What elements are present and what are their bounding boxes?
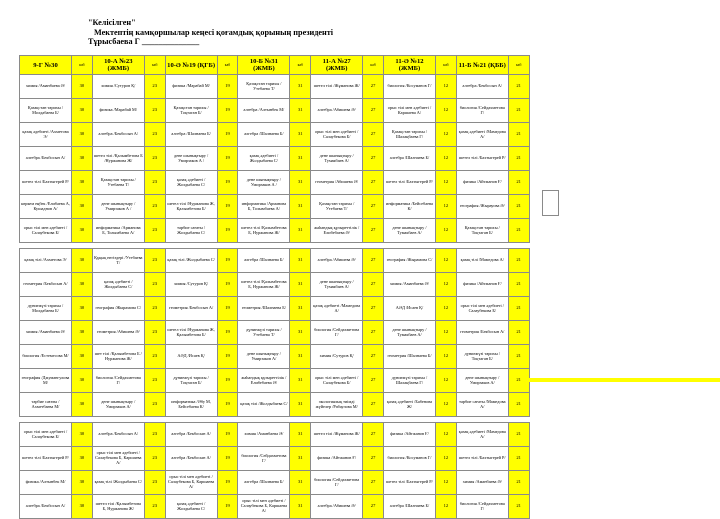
lesson-cell: химия /Аманбаева Ә/ (383, 273, 435, 297)
room-number: 31 (290, 249, 311, 273)
class-header: 11-А №27 (ЖМБ) (311, 56, 363, 75)
room-number: 30 (72, 147, 93, 171)
room-number: 21 (508, 471, 529, 495)
lesson-row (20, 123, 530, 147)
room-number: 12 (435, 249, 456, 273)
room-number: 19 (217, 249, 238, 273)
room-header: каб (508, 56, 529, 75)
lesson-cell: дене шынықтыру /Умирзаков А / (238, 171, 290, 195)
room-number: 12 (435, 447, 456, 471)
room-number: 12 (435, 495, 456, 519)
lesson-cell: шетел тілі /Бахтыгерей Р/ (456, 447, 508, 471)
lesson-cell: физика /Айтжанов Ғ/ (456, 171, 508, 195)
schedule-body (20, 75, 530, 519)
side-box (542, 190, 559, 216)
lesson-cell: Қазақстан тарихы /Тоқтаган Б/ (165, 99, 217, 123)
room-number: 19 (217, 219, 238, 243)
room-number: 27 (363, 75, 384, 99)
room-number: 12 (435, 147, 456, 171)
room-number: 21 (508, 423, 529, 447)
lesson-cell: Құқық негіздері /Утебаева Т/ (92, 249, 144, 273)
lesson-cell: шетел тілі /Бахтыгерей Р/ (383, 471, 435, 495)
room-number: 21 (508, 219, 529, 243)
room-number: 23 (144, 495, 165, 519)
room-number: 21 (508, 345, 529, 369)
room-number: 23 (144, 393, 165, 417)
room-number: 19 (217, 99, 238, 123)
lesson-cell: шетел тілі /Қалымбетова Б, Нуржанова Ж/ (238, 273, 290, 297)
lesson-cell: дене шынықтыру /Умирзаков А/ (92, 393, 144, 417)
room-number: 12 (435, 219, 456, 243)
room-number: 30 (72, 423, 93, 447)
room-number: 31 (290, 99, 311, 123)
lesson-cell: алгебра /Абишева Ә/ (311, 249, 363, 273)
lesson-cell: алгебра /Шалнаева Б/ (238, 249, 290, 273)
room-number: 23 (144, 471, 165, 495)
room-number: 19 (217, 171, 238, 195)
room-number: 19 (217, 423, 238, 447)
lesson-cell: орыс тілі мен әдебиеті /Салаубекова Б/ (311, 369, 363, 393)
lesson-cell: қазақ тілі /Жолдыбаева С/ (165, 249, 217, 273)
lesson-cell: орыс тілі мен әдебиеті / Салаубекова Б, Каршаева А/ (238, 495, 290, 519)
room-number: 12 (435, 273, 456, 297)
lesson-cell: алгебра /Алтынбек М/ (238, 99, 290, 123)
lesson-row (20, 321, 530, 345)
lesson-cell: шетел тілі /Бахтыгерей Р/ (383, 171, 435, 195)
class-header: 10-Ә №19 (ҚГБ) (165, 56, 217, 75)
lesson-cell: информатика /Арманова Б, Толымбаева А/ (92, 219, 144, 243)
room-number: 19 (217, 123, 238, 147)
lesson-row (20, 147, 530, 171)
lesson-cell: тарбие сағаты /Жолдыбаева С/ (165, 219, 217, 243)
lesson-cell: орыс тілі мен әдебиеті /Салаубекова Б/ (20, 423, 72, 447)
lesson-cell: физика /Марабай М/ (92, 99, 144, 123)
lesson-cell: шетел тілі /Бахтыгерей Р/ (20, 447, 72, 471)
room-number: 23 (144, 219, 165, 243)
room-number: 19 (217, 393, 238, 417)
room-number: 27 (363, 249, 384, 273)
room-number: 21 (508, 147, 529, 171)
room-number: 12 (435, 297, 456, 321)
room-number: 30 (72, 123, 93, 147)
room-number: 27 (363, 195, 384, 219)
class-header: 11-Ә №12 (ЖМБ) (383, 56, 435, 75)
room-number: 30 (72, 345, 93, 369)
room-header: каб (363, 56, 384, 75)
room-number: 27 (363, 297, 384, 321)
lesson-cell: геометрия /Шалнаева Б/ (383, 345, 435, 369)
room-number: 30 (72, 447, 93, 471)
lesson-cell: шетел тілі /Қалымбетова Б, Нуржанова Ж/ (92, 495, 144, 519)
room-number: 21 (508, 171, 529, 195)
lesson-row (20, 75, 530, 99)
lesson-cell: биология /Косуманов Г/ (383, 75, 435, 99)
lesson-cell: Қазақстан тарихы /Утебаева Т/ (92, 171, 144, 195)
lesson-cell: дүниежүзі тарихы /Тоқтаган Б/ (456, 345, 508, 369)
lesson-cell: геометрия /Бекбосын А/ (165, 297, 217, 321)
room-number: 23 (144, 75, 165, 99)
lesson-cell: шетел тілі /Жұманова Ж/ (311, 75, 363, 99)
room-number: 12 (435, 123, 456, 147)
lesson-cell: алгебра /Абишева Ә/ (311, 99, 363, 123)
lesson-cell: орыс тілі мен әдебиеті /Салаубекова Б/ (456, 297, 508, 321)
class-header: 9-Г №30 (20, 56, 72, 75)
lesson-cell: Қазақстан тарихы /Шалаңбаева Г/ (383, 123, 435, 147)
room-number: 21 (508, 369, 529, 393)
room-number: 30 (72, 393, 93, 417)
room-number: 31 (290, 123, 311, 147)
room-number: 12 (435, 471, 456, 495)
lesson-cell: қазақ әдебиеті /Бабенова Ж/ (383, 393, 435, 417)
room-number: 19 (217, 297, 238, 321)
lesson-row (20, 219, 530, 243)
lesson-cell: Қазақстан тарихы /Утебаева Т/ (238, 75, 290, 99)
room-number: 23 (144, 447, 165, 471)
room-number: 27 (363, 147, 384, 171)
room-number: 23 (144, 195, 165, 219)
lesson-cell: алгебра /Бекбосын А/ (92, 423, 144, 447)
lesson-cell: дене шынықтыру /Умирзаков А / (92, 195, 144, 219)
lesson-cell: химия /Аманбаева Ә/ (20, 75, 72, 99)
room-number: 31 (290, 219, 311, 243)
room-number: 12 (435, 75, 456, 99)
lesson-cell: қазақ әдебиеті /Жолдыбаева С/ (238, 147, 290, 171)
room-number: 30 (72, 369, 93, 393)
lesson-row (20, 195, 530, 219)
lesson-cell: алгебра /Шалнаева Б/ (165, 123, 217, 147)
lesson-cell: орыс тілі мен әдебиеті / Салаубекова Б, Каршаева А/ (165, 471, 217, 495)
room-number: 21 (508, 447, 529, 471)
room-number: 23 (144, 249, 165, 273)
room-number: 21 (508, 273, 529, 297)
lesson-cell: қазақ әдебиеті /Жолдыбаева С/ (92, 273, 144, 297)
room-number: 31 (290, 273, 311, 297)
lesson-cell: шет тілі /Қалымбетова Б /Нуржанова Ж/ (92, 345, 144, 369)
room-header: каб (72, 56, 93, 75)
lesson-cell: шетел тілі /Нуржанова Ж, Қалымбетова Б/ (165, 321, 217, 345)
room-header: каб (290, 56, 311, 75)
lesson-cell: физика /Айтжанов Ғ/ (383, 423, 435, 447)
room-number: 30 (72, 297, 93, 321)
lesson-row (20, 495, 530, 519)
room-number: 27 (363, 393, 384, 417)
lesson-cell: шетел тілі /Нуржанова Ж, Қалымбетова Б/ (165, 195, 217, 219)
room-number: 31 (290, 147, 311, 171)
class-header: 10-А №23 (ЖМБ) (92, 56, 144, 75)
lesson-cell: дене шынықтыру /Умирзаков А/ (238, 345, 290, 369)
lesson-cell: геометрия /Шалнаева Б/ (238, 297, 290, 321)
room-number: 23 (144, 321, 165, 345)
lesson-cell: алгебра /Бекбосын А/ (165, 447, 217, 471)
lesson-row (20, 249, 530, 273)
lesson-cell: алгебра /Шалнаева Б/ (383, 147, 435, 171)
room-number: 31 (290, 423, 311, 447)
lesson-cell: дүниежүзі тарихы /Молдабаева Б/ (20, 297, 72, 321)
room-number: 30 (72, 321, 93, 345)
lesson-cell: алгебра /Бекбосын А/ (165, 423, 217, 447)
room-number: 23 (144, 345, 165, 369)
room-number: 23 (144, 99, 165, 123)
lesson-cell: алгебра /Шалнаева Б/ (238, 123, 290, 147)
lesson-cell: шетел тілі /Жұманова Ж/ (311, 423, 363, 447)
room-number: 27 (363, 171, 384, 195)
room-number: 27 (363, 219, 384, 243)
lesson-cell: АӘД /Исаев Қ/ (165, 345, 217, 369)
room-number: 30 (72, 219, 93, 243)
lesson-cell: алгебра /Бекбосын А/ (20, 147, 72, 171)
room-number: 27 (363, 471, 384, 495)
lesson-cell: география /Жырамова С/ (92, 297, 144, 321)
room-number: 30 (72, 495, 93, 519)
room-number: 12 (435, 321, 456, 345)
lesson-cell: география /Жырамова С/ (383, 249, 435, 273)
room-number: 19 (217, 195, 238, 219)
room-number: 27 (363, 99, 384, 123)
room-number: 31 (290, 171, 311, 195)
lesson-cell: информатика /Әбу М, Бейсебаева К/ (165, 393, 217, 417)
lesson-cell: қазақ әдебиеті /Жолдыбаева С/ (165, 495, 217, 519)
lesson-cell: физика /Марабай М/ (165, 75, 217, 99)
lesson-cell: геометрия /Бекбосын А/ (456, 321, 508, 345)
lesson-cell: химия /Сутуров Қ/ (311, 345, 363, 369)
room-number: 19 (217, 471, 238, 495)
lesson-cell: алгебра /Бекбосын А/ (92, 123, 144, 147)
room-header: каб (144, 56, 165, 75)
lesson-cell: Қазақстан тарихы /Молдабаева Б/ (20, 99, 72, 123)
lesson-row (20, 171, 530, 195)
class-header: 11-Б №21 (ҚББ) (456, 56, 508, 75)
room-number: 19 (217, 447, 238, 471)
lesson-cell: шетел тілі /Бахтыгерей Р/ (456, 147, 508, 171)
room-number: 19 (217, 369, 238, 393)
lesson-cell: биология /Естемесова М/ (20, 345, 72, 369)
lesson-cell: химия /Аманбаева Ә/ (456, 471, 508, 495)
lesson-row (20, 99, 530, 123)
lesson-cell: Қазақстан тарихы /Тоқтаган Б/ (456, 219, 508, 243)
lesson-cell: биология /Сейдахметова Г/ (456, 495, 508, 519)
lesson-cell: геометрия /Абишева Ә/ (92, 321, 144, 345)
lesson-cell: жаһандық құзыреттілік /Елибебаева Ә/ (238, 369, 290, 393)
lesson-cell: орыс тілі мен әдебиеті / Салаубекова Б, Каршаева А/ (92, 447, 144, 471)
lesson-cell: информатика /Арманова Б, Толымбаева А/ (238, 195, 290, 219)
lesson-cell: шетел тілі /Қалымбетова Б, Нуржанова Ж/ (238, 219, 290, 243)
lesson-cell: дүниежүзі тарихы /Тоқтаган Б/ (165, 369, 217, 393)
room-number: 30 (72, 273, 93, 297)
lesson-cell: дене шынықтыру /Тумакбаев А/ (383, 219, 435, 243)
room-number: 31 (290, 195, 311, 219)
lesson-cell: қазақ әдебиеті /Жолдыбаева С/ (165, 171, 217, 195)
lesson-cell: қазақ әдебиеті /Ахметова Э/ (20, 123, 72, 147)
room-number: 21 (508, 249, 529, 273)
room-number: 30 (72, 99, 93, 123)
lesson-cell: география /Джумангулова М/ (20, 369, 72, 393)
room-header: каб (435, 56, 456, 75)
room-number: 31 (290, 393, 311, 417)
lesson-cell: тарбие сағаты /Мамедова А/ (456, 393, 508, 417)
room-number: 27 (363, 369, 384, 393)
lesson-cell: орыс тілі мен әдебиеті /Салаубекова Б/ (20, 219, 72, 243)
lesson-cell: АӘД /Исаев Қ/ (383, 297, 435, 321)
room-number: 21 (508, 297, 529, 321)
lesson-row (20, 297, 530, 321)
room-number: 19 (217, 147, 238, 171)
room-number: 30 (72, 249, 93, 273)
room-number: 23 (144, 369, 165, 393)
lesson-cell: геометрия /Абишева Ә/ (311, 171, 363, 195)
room-number: 31 (290, 297, 311, 321)
lesson-cell: информатика /Бейсебаева К/ (383, 195, 435, 219)
room-number: 27 (363, 345, 384, 369)
lesson-cell: Қазақстан тарихы /Утебаева Т/ (311, 195, 363, 219)
lesson-cell: биология /Сейдахметова Г/ (456, 99, 508, 123)
schedule-header-row (20, 56, 530, 75)
room-number: 31 (290, 369, 311, 393)
lesson-cell: дене шынықтыру /Умирзаков А / (165, 147, 217, 171)
lesson-cell: химия /Аманбаева Ә/ (238, 423, 290, 447)
lesson-cell: орыс тілі мен әдебиеті /Салаубекова Б/ (311, 123, 363, 147)
lesson-cell: физика /Алтынбек М/ (20, 471, 72, 495)
room-number: 19 (217, 321, 238, 345)
room-number: 30 (72, 171, 93, 195)
lesson-cell: геометрия /Бекбосын А/ (20, 273, 72, 297)
room-number: 21 (508, 99, 529, 123)
room-number: 31 (290, 345, 311, 369)
lesson-row (20, 345, 530, 369)
room-number: 31 (290, 471, 311, 495)
lesson-cell: алгебра /Абишева Ә/ (311, 495, 363, 519)
room-number: 12 (435, 99, 456, 123)
room-number: 27 (363, 273, 384, 297)
room-number: 19 (217, 75, 238, 99)
room-number: 12 (435, 195, 456, 219)
lesson-row (20, 471, 530, 495)
lesson-cell: биология /Сейдахметова Г/ (311, 471, 363, 495)
room-number: 12 (435, 369, 456, 393)
room-number: 30 (72, 195, 93, 219)
schedule-table (19, 55, 530, 519)
room-number: 21 (508, 495, 529, 519)
lesson-cell: қазақ тілі /Ахметова Э/ (20, 249, 72, 273)
lesson-cell: дүниежүзі тарихы /Утебаева Т/ (238, 321, 290, 345)
room-number: 19 (217, 495, 238, 519)
lesson-cell: дүниежүзі тарихы /Шалаңбаева Г/ (383, 369, 435, 393)
lesson-cell: қазақ тілі /Жолдыбаева С/ (92, 471, 144, 495)
lesson-cell: орыс тілі мен әдебиеті /Каршаева А/ (383, 99, 435, 123)
lesson-row (20, 423, 530, 447)
lesson-cell: дене шынықтыру /Тумакбаев А/ (311, 147, 363, 171)
room-number: 23 (144, 423, 165, 447)
room-header: каб (217, 56, 238, 75)
lesson-cell: физика /Айтжанов Ғ/ (456, 273, 508, 297)
lesson-cell: шетел тілі /Қалымбетова Б /Нуржанова Ж/ (92, 147, 144, 171)
lesson-cell: тарбие сағаты /Ахметбаева М/ (20, 393, 72, 417)
room-number: 21 (508, 195, 529, 219)
room-number: 12 (435, 345, 456, 369)
room-number: 21 (508, 321, 529, 345)
room-number: 30 (72, 75, 93, 99)
lesson-cell: алгебра /Бекбосын А/ (20, 495, 72, 519)
lesson-cell: география /Жырауова Ә/ (456, 195, 508, 219)
lesson-cell: жаһандық құзыреттілік /Елибебаева Ә/ (311, 219, 363, 243)
room-number: 27 (363, 423, 384, 447)
room-number: 27 (363, 495, 384, 519)
lesson-cell: дене шынықтыру /Тумакбаев А/ (311, 273, 363, 297)
room-number: 23 (144, 273, 165, 297)
room-number: 23 (144, 123, 165, 147)
lesson-row (20, 447, 530, 471)
room-number: 27 (363, 447, 384, 471)
lesson-cell: дене шынықтыру /Тумакбаев А/ (383, 321, 435, 345)
lesson-cell: қазақ тілі /Жолдыбаева С/ (238, 393, 290, 417)
room-number: 12 (435, 423, 456, 447)
lesson-row (20, 369, 530, 393)
room-number: 31 (290, 495, 311, 519)
lesson-cell: алгебра /Шалнаева Б/ (238, 471, 290, 495)
room-number: 19 (217, 345, 238, 369)
lesson-cell: химия /Сутуров Қ/ (92, 75, 144, 99)
class-header: 10-Б №31 (ЖМБ) (238, 56, 290, 75)
room-number: 23 (144, 297, 165, 321)
lesson-cell: химия /Сутуров Қ/ (165, 273, 217, 297)
council-title: Мектептің камқоршылар кеңесі қоғамдық қорының президенті (94, 27, 334, 37)
lesson-cell: экологиялық тиімді жүйелер /Рабаулова М/ (311, 393, 363, 417)
room-number: 21 (508, 75, 529, 99)
lesson-cell: химия /Аманбаева Ә/ (20, 321, 72, 345)
lesson-cell: шетел тілі /Бахтыгерей Р/ (20, 171, 72, 195)
lesson-cell: алгебра /Бекбосын А/ (456, 75, 508, 99)
lesson-cell: көркем еңбек /Елибаева А, Кушаднов А/ (20, 195, 72, 219)
lesson-cell: алгебра /Шалнаева Б/ (383, 495, 435, 519)
lesson-cell: қазақ әдебиеті /Мамедова А/ (456, 123, 508, 147)
room-number: 23 (144, 171, 165, 195)
lesson-cell: биология /Сейдахметова Г/ (238, 447, 290, 471)
lesson-cell: биология /Сейдахметова Г/ (311, 321, 363, 345)
lesson-row (20, 273, 530, 297)
lesson-row (20, 393, 530, 417)
room-number: 23 (144, 147, 165, 171)
lesson-cell: биология /Сейдахметова Г/ (92, 369, 144, 393)
lesson-cell: биология /Косуманов Г/ (383, 447, 435, 471)
room-number: 31 (290, 321, 311, 345)
room-number: 27 (363, 321, 384, 345)
lesson-cell: физика /Айтжанов Ғ/ (311, 447, 363, 471)
room-number: 27 (363, 123, 384, 147)
room-number: 30 (72, 471, 93, 495)
room-number: 12 (435, 171, 456, 195)
yellow-separator (529, 378, 720, 382)
approval-label: "Келісілген" (88, 18, 136, 27)
room-number: 21 (508, 123, 529, 147)
lesson-cell: қазақ әдебиеті /Мамедова А/ (311, 297, 363, 321)
room-number: 12 (435, 393, 456, 417)
room-number: 19 (217, 273, 238, 297)
document-header (88, 18, 333, 47)
room-number: 31 (290, 75, 311, 99)
lesson-cell: дене шынықтыру /Умирзаков А/ (456, 369, 508, 393)
lesson-cell: қазақ тілі /Мамедова А/ (456, 249, 508, 273)
president-signature-line: Тұрысбаева Г ______________ (88, 37, 200, 47)
lesson-cell: қазақ әдебиеті /Мамедова А/ (456, 423, 508, 447)
room-number: 31 (290, 447, 311, 471)
room-number: 21 (508, 393, 529, 417)
